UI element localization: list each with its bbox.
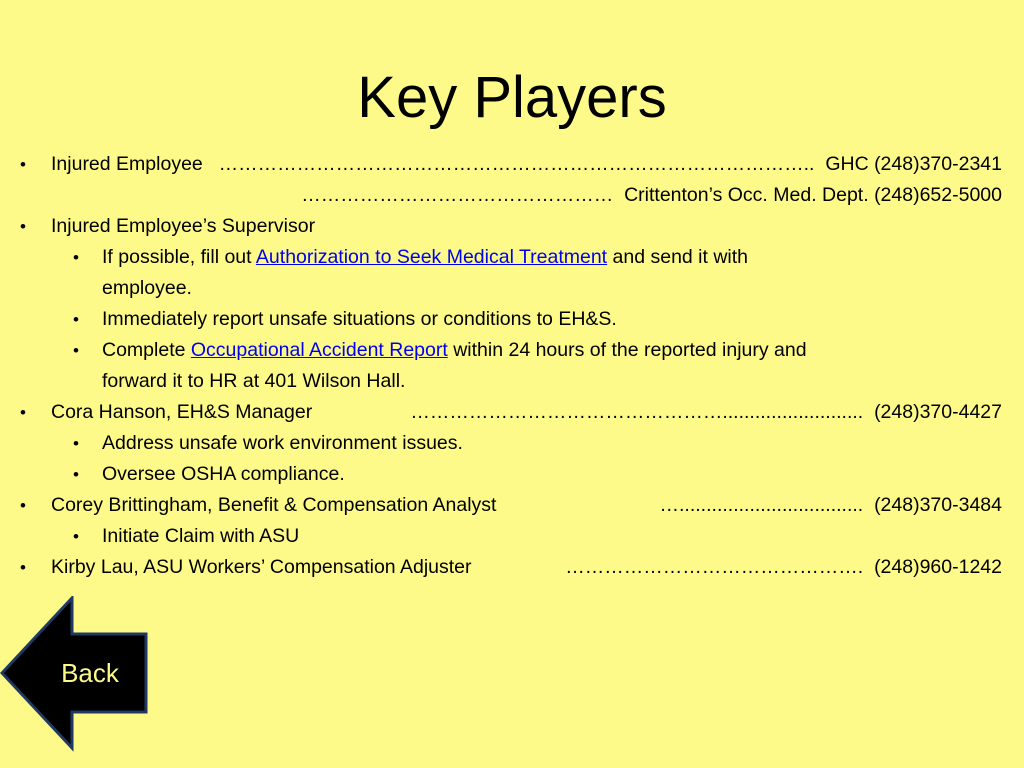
item-label: Kirby Lau, ASU Workers’ Compensation Adjuster [51,556,472,578]
list-item-cora-hanson [20,397,1010,428]
sub-item-text: Initiate Claim with ASU [102,525,300,547]
leader-dots: ……………………………………………………………………………….. [218,153,815,175]
sub-item-authorization [20,242,1010,273]
sub-item-text: Immediately report unsafe situations or conditions to EH&S. [102,308,617,330]
list-item-injured-employee [20,149,1010,180]
item-contact-crittenton [301,180,1002,211]
sub-item-continuation: forward it to HR at 401 Wilson Hall. [102,370,406,392]
bullet-icon: • [20,403,26,422]
sub-item-prefix: If possible, fill out [102,246,256,268]
accident-report-link[interactable]: Occupational Accident Report [190,339,448,361]
list-item-corey-brittingham [20,490,1010,521]
sub-item-accident-report-cont [20,366,1010,397]
bullet-icon: • [73,310,79,329]
item-contact [410,397,1002,428]
item-contact [660,490,1002,521]
leader-dots: ………………………………………. [565,556,864,578]
item-label: Injured Employee’s Supervisor [51,215,316,237]
bullet-icon: • [20,217,26,236]
slide-title: Key Players [357,65,667,130]
phone-number: (248)370-4427 [874,401,1002,423]
sub-item-address-unsafe [20,428,1010,459]
leader-dots: ………………………………………….......................... [410,401,864,423]
bullet-icon: • [73,341,79,360]
sub-item-suffix: and send it with [607,246,749,268]
bullet-icon: • [73,248,79,267]
sub-item-report-unsafe [20,304,1010,335]
sub-item-text: Oversee OSHA compliance. [102,463,345,485]
item-label: Injured Employee [51,153,203,175]
bullet-icon: • [20,558,26,577]
phone-number: (248)370-3484 [874,494,1002,516]
item-contact-ghc [219,149,1002,180]
sub-item-accident-report [20,335,1010,366]
list-item-kirby-lau [20,552,1010,583]
sub-item-initiate-claim [20,521,1010,552]
sub-item-prefix: Complete [102,339,191,361]
bullet-icon: • [73,527,79,546]
authorization-link[interactable]: Authorization to Seek Medical Treatment [255,246,608,268]
list-item-supervisor [20,211,1010,242]
item-label: Cora Hanson, EH&S Manager [51,401,313,423]
item-contact [565,552,1002,583]
contact-ghc: GHC (248)370-2341 [825,153,1002,175]
sub-item-continuation: employee. [102,277,192,299]
bullet-icon: • [73,465,79,484]
phone-number: (248)960-1242 [874,556,1002,578]
sub-item-osha [20,459,1010,490]
bullet-icon: • [73,434,79,453]
contact-crittenton: Crittenton’s Occ. Med. Dept. (248)652-5000 [624,184,1002,206]
leader-dots: ….................................. [659,494,864,516]
key-players-list [20,149,1010,583]
list-item-injured-employee-alt [20,180,1010,211]
leader-dots: ………………………………………… [301,184,614,206]
sub-item-authorization-cont [20,273,1010,304]
item-label: Corey Brittingham, Benefit & Compensation Analyst [51,494,497,516]
back-button[interactable]: Back [61,658,119,688]
sub-item-text: Address unsafe work environment issues. [102,432,463,454]
bullet-icon: • [20,496,26,515]
bullet-icon: • [20,155,26,174]
sub-item-suffix: within 24 hours of the reported injury and [447,339,807,361]
